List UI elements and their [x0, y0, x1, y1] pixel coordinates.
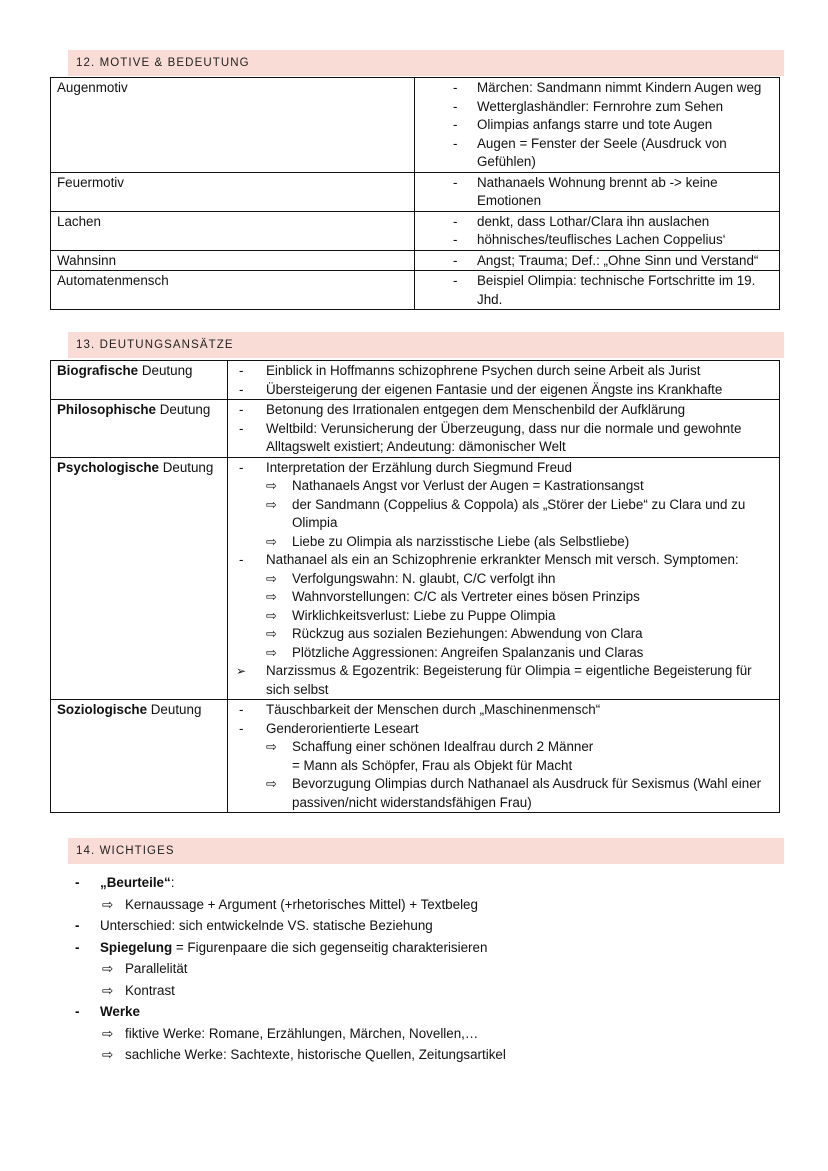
- deutung-label: Soziologische Deutung: [51, 700, 228, 813]
- list-item: - Genderorientierte Leseart ⇨ Schaffung einer schönen Idealfrau durch 2 Männer = Mann als Schöpfer, Frau als Objekt für Macht ⇨ Bevorzugung Olimpias durch Nathanael als Ausdruck für Sexismus (Wahl einer passiven/nicht widerstandsfähigen Frau): [234, 720, 779, 813]
- list-item: - Spiegelung = Figurenpaare die sich gegenseitig charakterisieren: [72, 937, 792, 959]
- table-row: [51, 361, 780, 400]
- arrow-item: ⇨ Nathanaels Angst vor Verlust der Augen = Kastrationsangst: [266, 477, 779, 496]
- motive-label: Feuermotiv: [51, 172, 415, 211]
- arrow-item: ⇨ Wirklichkeitsverlust: Liebe zu Puppe Olimpia: [266, 607, 779, 626]
- arrow-item: ⇨ Parallelität: [72, 958, 792, 980]
- list-item: - Olimpias anfangs starre und tote Augen: [421, 116, 779, 135]
- deutung-label: Psychologische Deutung: [51, 457, 228, 700]
- motive-label: Lachen: [51, 211, 415, 250]
- wichtiges-list: [72, 872, 792, 1066]
- list-item: - Angst; Trauma; Def.: „Ohne Sinn und Verstand“: [421, 252, 779, 271]
- list-item: - Nathanael als ein an Schizophrenie erkrankter Mensch mit versch. Symptomen: ⇨ Verfolgungswahn: N. glaubt, C/C verfolgt ihn ⇨ Wahnvorstellungen: C/C als Vertreter eines bösen Prinzips ⇨ Wirklichkeitsverlust: Liebe zu Puppe Olimpia ⇨ Rückzug aus sozialen Beziehungen: Abwendung von Clara ⇨ Plötzliche Aggressionen: Angreifen Spalanzanis und Claras: [234, 551, 779, 662]
- arrow-item: ⇨ Wahnvorstellungen: C/C als Vertreter eines bösen Prinzips: [266, 588, 779, 607]
- deutung-table: [50, 360, 780, 813]
- section-12-heading: 12. MOTIVE & BEDEUTUNG: [68, 50, 784, 76]
- motive-table: [50, 77, 780, 310]
- motive-label: Augenmotiv: [51, 78, 415, 173]
- list-item: - Werke: [72, 1001, 792, 1023]
- section-13-heading: 13. DEUTUNGSANSÄTZE: [68, 332, 784, 358]
- list-item: - Übersteigerung der eigenen Fantasie und der eigenen Ängste ins Krankhafte: [234, 381, 779, 400]
- arrow-item: ⇨ Verfolgungswahn: N. glaubt, C/C verfolgt ihn: [266, 570, 779, 589]
- table-row: [51, 700, 780, 813]
- list-item: - Wetterglashändler: Fernrohre zum Sehen: [421, 98, 779, 117]
- table-row: [51, 78, 780, 173]
- list-item: - Beispiel Olimpia: technische Fortschritte im 19. Jhd.: [421, 272, 779, 309]
- arrow-item: ⇨ Rückzug aus sozialen Beziehungen: Abwendung von Clara: [266, 625, 779, 644]
- arrow-item: ⇨ Plötzliche Aggressionen: Angreifen Spalanzanis und Claras: [266, 644, 779, 663]
- table-row: [51, 211, 780, 250]
- arrow-item: ⇨ sachliche Werke: Sachtexte, historische Quellen, Zeitungsartikel: [72, 1044, 792, 1066]
- list-item: - Nathanaels Wohnung brennt ab -> keine Emotionen: [421, 174, 779, 211]
- table-row: [51, 271, 780, 310]
- list-item: - „Beurteile“:: [72, 872, 792, 894]
- list-item: - Täuschbarkeit der Menschen durch „Maschinenmensch“: [234, 701, 779, 720]
- arrow-item: ⇨ Kernaussage + Argument (+rhetorisches Mittel) + Textbeleg: [72, 894, 792, 916]
- arrow-item: ⇨ Kontrast: [72, 980, 792, 1002]
- list-item: - höhnisches/teuflisches Lachen Coppelius‘: [421, 231, 779, 250]
- list-item: - Interpretation der Erzählung durch Siegmund Freud ⇨ Nathanaels Angst vor Verlust der Augen = Kastrationsangst ⇨ der Sandmann (Coppelius & Coppola) als „Störer der Liebe“ zu Clara und zu Olimpia ⇨ Liebe zu Olimpia als narzisstische Liebe (als Selbstliebe): [234, 459, 779, 552]
- list-item: - Einblick in Hoffmanns schizophrene Psychen durch seine Arbeit als Jurist: [234, 362, 779, 381]
- list-item: - Weltbild: Verunsicherung der Überzeugung, dass nur die normale und gewohnte Alltagswelt existiert; Andeutung: dämonischer Welt: [234, 420, 779, 457]
- arrow-item: ⇨ der Sandmann (Coppelius & Coppola) als „Störer der Liebe“ zu Clara und zu Olimpia: [266, 496, 779, 533]
- table-row: [51, 250, 780, 271]
- section-14-heading: 14. WICHTIGES: [68, 838, 784, 864]
- list-item: - Augen = Fenster der Seele (Ausdruck von Gefühlen): [421, 135, 779, 172]
- table-row: [51, 400, 780, 458]
- arrow-item: ⇨ fiktive Werke: Romane, Erzählungen, Märchen, Novellen,…: [72, 1023, 792, 1045]
- arrow-item: ⇨ Bevorzugung Olimpias durch Nathanael als Ausdruck für Sexismus (Wahl einer passiven/nicht widerstandsfähigen Frau): [266, 775, 779, 812]
- motive-label: Automatenmensch: [51, 271, 415, 310]
- list-item: - denkt, dass Lothar/Clara ihn auslachen: [421, 213, 779, 232]
- list-item: - Märchen: Sandmann nimmt Kindern Augen weg: [421, 79, 779, 98]
- table-row: [51, 172, 780, 211]
- deutung-label: Biografische Deutung: [51, 361, 228, 400]
- continuation-line: = Mann als Schöpfer, Frau als Objekt für Macht: [292, 757, 573, 773]
- arrow-item: ⇨ Liebe zu Olimpia als narzisstische Liebe (als Selbstliebe): [266, 533, 779, 552]
- arrow-item: ⇨ Schaffung einer schönen Idealfrau durch 2 Männer: [266, 738, 779, 757]
- deutung-label: Philosophische Deutung: [51, 400, 228, 458]
- list-item: - Unterschied: sich entwickelnde VS. statische Beziehung: [72, 915, 792, 937]
- table-row: [51, 457, 780, 700]
- motive-label: Wahnsinn: [51, 250, 415, 271]
- list-item: - Betonung des Irrationalen entgegen dem Menschenbild der Aufklärung: [234, 401, 779, 420]
- list-item: ➢ Narzissmus & Egozentrik: Begeisterung für Olimpia = eigentliche Begeisterung für sich selbst: [234, 662, 779, 699]
